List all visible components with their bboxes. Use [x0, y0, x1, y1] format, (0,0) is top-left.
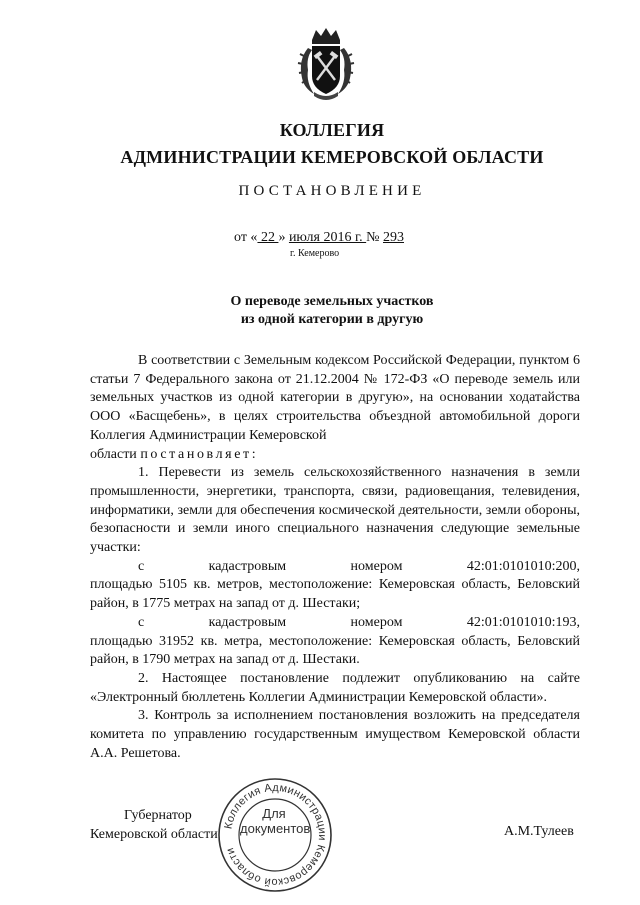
plot-2-word-cadastral: кадастровым	[208, 614, 287, 630]
org-title-line1: КОЛЛЕГИЯ	[279, 120, 385, 140]
plot-1-details: площадью 5105 кв. метров, местоположение: Кемеровская область, Беловский район, в 1775 метрах на запад от д. Шестаки;	[90, 577, 580, 612]
item-2: 2. Настоящее постановление подлежит опубликованию на сайте «Электронный бюллетень Коллегии Администрации Кемеровской области».	[90, 670, 580, 705]
resolves-prefix: области	[90, 446, 141, 462]
subject-line2: из одной категории в другую	[240, 312, 424, 327]
stamp-ring-text: Коллегия Администрации Кемеровской области	[222, 781, 329, 889]
document-number: 293	[383, 230, 404, 245]
preamble	[90, 352, 580, 446]
plot-2-word-number: номером	[350, 614, 403, 630]
plot-2-word-s: с	[138, 614, 145, 630]
plot-1-word-number: номером	[350, 558, 403, 574]
stamp-center-line1: Для	[262, 806, 286, 821]
document-body	[90, 352, 580, 763]
plot-1-word-s: с	[138, 558, 145, 574]
resolves-word: постановляет:	[140, 446, 259, 462]
stamp-center-text	[240, 806, 311, 836]
plot-1-word-cadastral: кадастровым	[208, 558, 287, 574]
coat-of-arms-emblem	[294, 26, 358, 102]
item-1: 1. Перевести из земель сельскохозяйственного назначения в земли промышленности, энергетики, транспорта, связи, радиовещания, телевидения, информатики, земли для обеспечения космической деятельности, земли обороны, безопасности и земли иного специального назначения следующие земельные участки:	[90, 465, 580, 556]
plot-1-cadastral-number: 42:01:0101010:200,	[466, 558, 580, 574]
stamp-center-line2: документов	[240, 821, 311, 836]
plot-2-cadastral-line	[90, 614, 580, 633]
date-month-year: июля 2016 г.	[288, 230, 367, 245]
signatory-title	[90, 806, 218, 844]
signatory-title-line2: Кемеровской области	[90, 827, 218, 842]
resolves-line	[90, 446, 580, 465]
date-prefix: от «	[234, 230, 258, 245]
city: г. Кемерово	[290, 248, 340, 259]
date-mid: »	[278, 230, 289, 245]
signatory-name: А.М.Тулеев	[504, 824, 574, 839]
subject-line1: О переводе земельных участков	[230, 294, 434, 309]
preamble-text: В соответствии с Земельным кодексом Российской Федерации, пунктом 6 статьи 7 Федерального закона от 21.12.2004 № 172-ФЗ «О переводе земель или земельных участков из одной категории в другую», на основании ходатайства ООО «Басщебень», в целях строительства объездной автомобильной дороги Коллегия Администрации Кемеровской	[90, 353, 580, 443]
signatory-title-line1: Губернатор	[124, 808, 192, 823]
item-3: 3. Контроль за исполнением постановления возложить на председателя комитета по управлению государственным имуществом Кемеровской области А.А. Решетова.	[90, 708, 580, 761]
date-and-number	[234, 230, 404, 246]
plot-2-details: площадью 31952 кв. метра, местоположение: Кемеровская область, Беловский район, в 1790 метрах на запад от д. Шестаки.	[90, 633, 580, 668]
plot-2-cadastral-number: 42:01:0101010:193,	[466, 614, 580, 630]
number-prefix: №	[366, 230, 383, 245]
date-day: 22	[257, 230, 279, 245]
document-subject	[12, 293, 640, 329]
plot-1-cadastral-line	[90, 558, 580, 577]
document-type: ПОСТАНОВЛЕНИЕ	[238, 183, 426, 199]
org-title-line2: АДМИНИСТРАЦИИ КЕМЕРОВСКОЙ ОБЛАСТИ	[120, 147, 544, 167]
